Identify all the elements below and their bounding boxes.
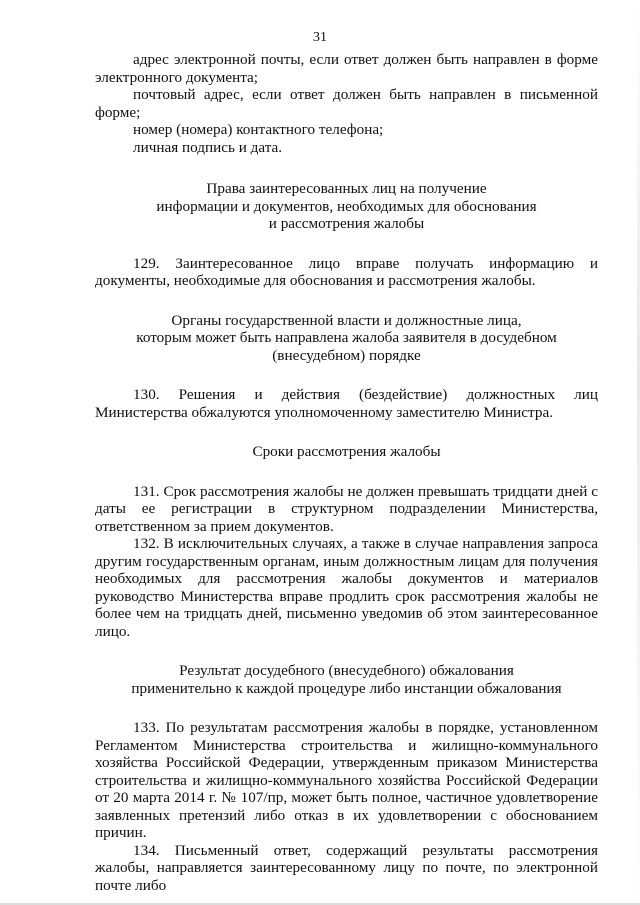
paragraph-129: 129. Заинтересованное лицо вправе получать информацию и документы, необходимые для обоснования и рассмотрения жалобы. (95, 254, 598, 289)
heading-line: и рассмотрения жалобы (268, 215, 425, 232)
heading-line: которым может быть направлена жалоба заявителя в досудебном (136, 329, 557, 346)
document-body (95, 51, 598, 894)
heading-line: Права заинтересованных лиц на получение (206, 180, 487, 197)
intro-line-email: адрес электронной почты, если ответ должен быть направлен в форме электронного документа; (95, 51, 598, 86)
heading-result (95, 662, 598, 697)
paragraph-131: 131. Срок рассмотрения жалобы не должен превышать тридцати дней с даты ее регистрации в структурном подразделении Министерства, ответственном за прием документов. (95, 482, 598, 535)
heading-bodies (95, 312, 598, 365)
page-number: 31 (313, 30, 327, 45)
intro-line-postal: почтовый адрес, если ответ должен быть направлен в письменной форме; (95, 86, 598, 121)
heading-line: информации и документов, необходимых для обоснования (156, 197, 537, 215)
intro-line-signature: личная подпись и дата. (133, 138, 283, 156)
heading-line: применительно к каждой процедуре либо инстанции обжалования (131, 679, 562, 697)
heading-line: Органы государственной власти и должностные лица, (171, 311, 522, 329)
heading-rights (95, 180, 598, 233)
paragraph-133: 133. По результатам рассмотрения жалобы в порядке, установленном Регламентом Министерства строительства и жилищно-коммунального хозяйства Российской Федерации, утвержденным приказом Министерства строительства и жилищно-коммунального хозяйства Российской Федерации от 20 марта 2014 г. № 107/пр, может быть полное, частичное удовлетворение заявленных претензий либо отказ в их удовлетворении с обоснованием причин. (95, 719, 598, 841)
heading-line: Сроки рассмотрения жалобы (252, 443, 441, 460)
paragraph-130: 130. Решения и действия (бездействие) должностных лиц Министерства обжалуются уполномоченному заместителю Министра. (95, 386, 598, 421)
paragraph-132: 132. В исключительных случаях, а также в случае направления запроса другим государственным органам, иным должностным лицам для получения необходимых для рассмотрения жалобы документов и материалов руководство Министерства вправе продлить срок рассмотрения жалобы не более чем на тридцать дней, письменно уведомив об этом заинтересованное лицо. (95, 535, 598, 640)
intro-line-phone: номер (номера) контактного телефона; (133, 121, 384, 138)
heading-line: Результат досудебного (внесудебного) обжалования (179, 662, 514, 679)
heading-line: (внесудебном) порядке (272, 346, 421, 364)
heading-terms (95, 443, 598, 461)
paragraph-134: 134. Письменный ответ, содержащий результаты рассмотрения жалобы, направляется заинтересованному лицу по почте, по электронной почте либо (95, 841, 598, 894)
